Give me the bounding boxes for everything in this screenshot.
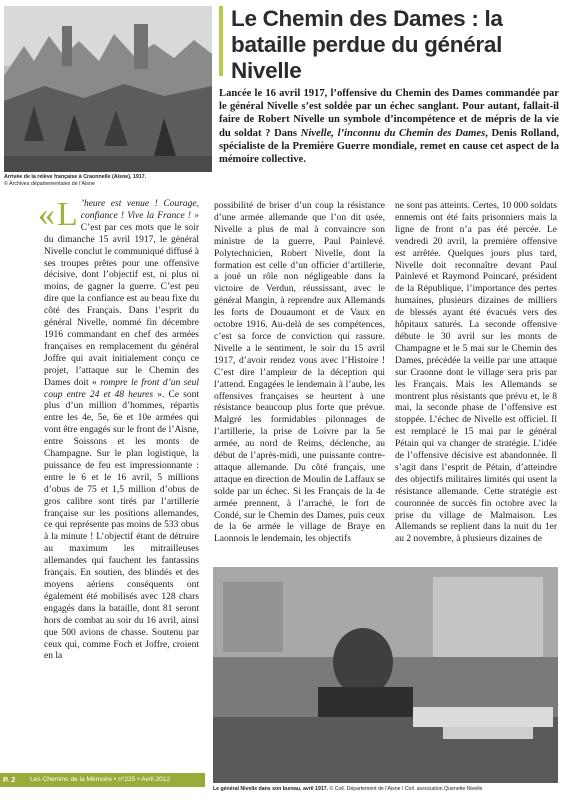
footer-publication: Les Chemins de la Mémoire • n°225 • Avril 2012 [30, 776, 171, 783]
page-number: P. 2 [3, 775, 16, 784]
title-block [219, 6, 559, 83]
article-column-3 [395, 201, 557, 546]
bottom-photo-nivelle-office [213, 567, 558, 783]
column-1-text-b: ». Ce sont plus d’un million d’hommes, répartis entre les 4e, 5e, 6e et 10e armées qui vont être engagés sur le front de l’Aisne, entre Soissons et les monts de Champagne. Sur le plan logistique, la puissance de feu est impressionnante : entre le 6 et le 16 avril, 5 millions d’obus de 75 et 1,5 million d’obus de gros calibre sont tirés par l’artillerie française sur les positions allemandes, ce qui représente pas moins de 533 obus à la minute ! L’objectif étant de détruire au maximum les mitrailleuses allemandes qui fauchent les fantassins français. En soutien, des blindés et des moyens aériens conséquents ont également été mobilisés avec 128 chars engagés dans la bataille, dont 81 seront hors de combat au soir du 16 avril, ainsi que 500 avions de chasse. Soutenu par ceux qui, comme Foch et Joffre, croient en la [44, 389, 200, 662]
top-photo-caption [4, 174, 218, 188]
bottom-caption-credit: © Coll. Département de l’Aisne / Coll. association Quenette Nivelle [328, 786, 483, 792]
opening-quote-text: ’heure est venue ! Courage, confiance ! Vive la France ! » [80, 199, 199, 221]
drop-cap-letter: L [57, 196, 78, 233]
lead-part-1: Lancée le 16 avril 1917, l’offensive du Chemin des Dames commandée par le général Nivelle s’est soldée par un échec sanglant. Pour autant, fallait-il faire de Robert Nivelle un symbole d’incompétence et de mépris de la vie du soldat ? Dans [219, 88, 559, 139]
article-title: Le Chemin des Dames : la bataille perdue du général Nivelle [231, 6, 503, 83]
office-photo-illustration [213, 567, 558, 783]
top-caption-title: Arrivée de la relève française à Craonnelle (Aisne), 1917. [4, 174, 147, 180]
lead-book-title: Nivelle, l’inconnu du Chemin des Dames [300, 127, 486, 139]
opening-quote-mark: « [38, 196, 55, 233]
bottom-caption-title: Le général Nivelle dans son bureau, avril 1917. [213, 786, 329, 792]
lead-part-2: , Denis Rolland, spécialiste de la Première Guerre mondiale, remet en cause cet aspect de la mémoire collective. [219, 127, 560, 166]
top-photo-craonnelle [4, 6, 212, 172]
column-3-text: ne sont pas atteints. Certes, 10 000 soldats ennemis ont été faits prisonniers mais la ligne de front n’a pas été percée. Le vendredi 20 avril, la première offensive est arrêtée. Quelques jours plus tard, Nivelle doit reconnaître devant Paul Painlevé et Raymond Poincaré, président de la République, l’importance des pertes humaines, plusieurs dizaines de milliers de blessés ayant été évacués vers des hôpitaux saturés. La seconde offensive débute le 30 avril sur les monts de Champagne et le 5 mai sur le Chemin des Dames, précédée la veille par une attaque sur Craonne dont le village sera pris par les Français. Mais les Allemands se montrent plus résistants que prévu et, le 8 mai, la seconde phase de l’offensive est stoppée. L’échec de Nivelle est officiel. Il est remplacé le 15 mai par le général Pétain qui va changer de stratégie. L’idée de l’offensive décisive est abandonnée. Il s’agit dans l’esprit de Pétain, d’atteindre des objectifs militaires limités qui usent la résistance allemande. Cette stratégie est couronnée de succès fin octobre avec la prise du village de Malmaison. Les Allemands se replient dans la nuit du 1er au 2 novembre, à plusieurs dizaines de [395, 201, 557, 545]
article-lead [219, 87, 559, 166]
bottom-photo-caption [213, 786, 559, 793]
column-2-text: possibilité de briser d’un coup la résistance d’une armée allemande que l’on dit usée, Nivelle a plus de mal à convaincre son ministre de la guerre, Paul Painlevé. Polytechnicien, Robert Nivelle, dont la formation est celle d’un officier d’artillerie, a joué un rôle non négligeable dans la victoire de Verdun, réussissant, avec le général Mangin, à reprendre aux Allemands les forts de Douaumont et de Vaux en octobre 1916. Au-delà de ses compétences, c’est sa force de conviction qui rassure. Nivelle a le sentiment, le soir du 15 avril 1917, d’avoir rendez vous avec l’Histoire ! C’est dire l’ampleur de la déception qui l’attend. Engagées le lendemain à l’aube, les offensives françaises se heurtent à une résistance beaucoup plus forte que prévue. Malgré les formidables pilonnages de l’artillerie, la prise de Loivre par la 5e armée, au nord de Reims, déclenche, au début de l’après-midi, une puissante contre-attaque allemande. Du côté français, une attaque en direction de Moulin de Laffaux se solde par un échec. Si les Français de la 4e armée prennent, à l’arraché, le fort de Condé, sur le Chemin des Dames, puis ceux de la 6e armée le village de Braye en Laonnois le lendemain, les objectifs [214, 201, 385, 545]
column-1-text-a: C’est par ces mots que le soir du dimanche 15 avril 1917, le général Nivelle conclut le communiqué diffusé à ses troupes prêtes pour une offensive décisive, dont l’objectif est, ni plus ni moins, de gagner la guerre. C’est peu dire que la confiance est au beau fixe du côté des Français. Dans l’esprit du général Nivelle, nommé fin décembre 1916 commandant en chef des armées françaises en remplacement du général Joffre qui avait initialement conçu ce projet, l’attaque sur le Chemin des Dames doit « [44, 222, 199, 388]
ruins-photo-illustration [4, 6, 212, 172]
top-caption-credit: © Archives départementales de l’Aisne [4, 181, 95, 187]
nivelle-quote: rompre le front d’un seul coup entre 24 et 48 heures [44, 377, 199, 400]
article-column-1 [38, 196, 200, 663]
article-column-2 [214, 201, 385, 546]
